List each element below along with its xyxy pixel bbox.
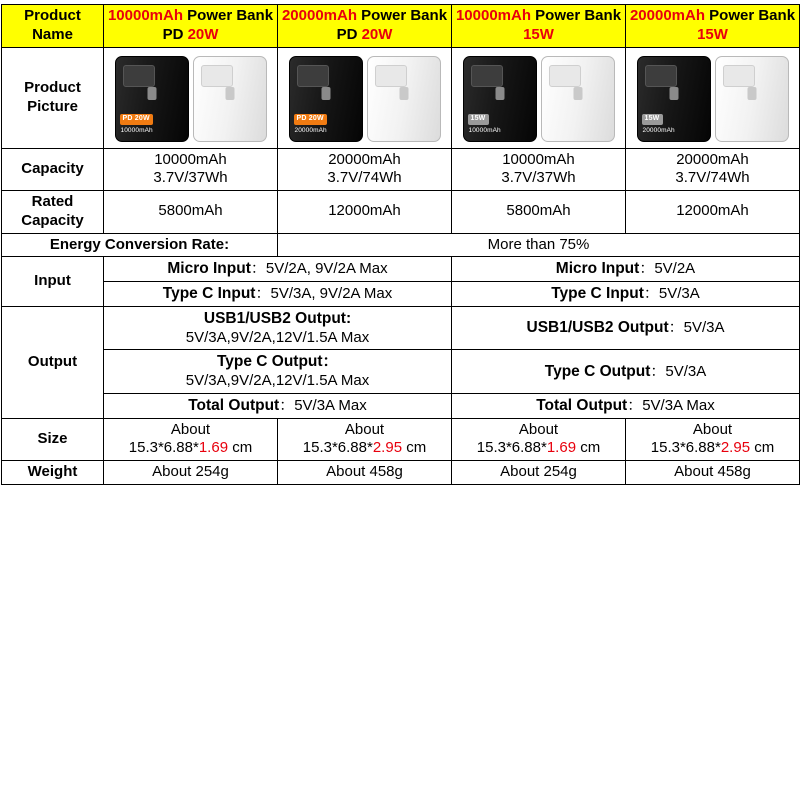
output-usb-pd-key: USB1/USB2 Output: [203, 309, 352, 327]
output-total-std-key: Total Output [536, 396, 628, 414]
input-typec-std-key: Type C Input [551, 285, 644, 302]
capacity-value-2: 20000mAh [328, 150, 401, 168]
size-cell-3 [452, 418, 626, 461]
capacity-value-1: 10000mAh [154, 150, 227, 168]
input-typec-std [452, 282, 800, 307]
brand-logo-icon [495, 87, 504, 100]
size-thickness-1: 1.69 [198, 439, 229, 457]
output-usb-std-val: ：5V/3A [668, 319, 725, 337]
header-col-3-watt: 15W [523, 25, 554, 43]
header-col-2-capacity: 20000mAh [281, 7, 357, 24]
capacity-print: 10000mAh [468, 127, 501, 135]
row-label-capacity: Capacity [2, 148, 104, 191]
display-screen-icon [375, 65, 407, 87]
header-col-2-watt: 20W [361, 25, 393, 43]
capacity-print: 10000mAh [120, 127, 153, 135]
row-label-weight: Weight [2, 461, 104, 485]
header-product-name [2, 5, 104, 48]
header-col-4-capacity: 20000mAh [629, 7, 705, 24]
header-col-1-name: Power Bank PD [162, 7, 274, 43]
power-badge: 15W [642, 114, 663, 125]
capacity-cell-4 [626, 148, 800, 191]
output-usb-pd-val: 5V/3A,9V/2A,12V/1.5A Max [185, 328, 370, 346]
input-typec-pd-key: Type C Input [162, 285, 256, 302]
size-unit-1: cm [228, 439, 253, 457]
row-label-energy-conversion: Energy Conversion Rate: [2, 233, 278, 257]
rated-capacity-cell-1: 5800mAh [104, 191, 278, 234]
product-image-cell-4 [626, 47, 800, 148]
power-bank-black-3 [463, 56, 537, 142]
size-thickness-4: 2.95 [720, 439, 751, 457]
output-typec-std-val: ：5V/3A [650, 362, 707, 380]
brand-logo-icon [399, 87, 408, 100]
header-col-3-name: Power Bank [535, 7, 622, 24]
input-typec-row [2, 282, 800, 307]
size-unit-3: cm [576, 439, 601, 457]
header-col-4-name: Power Bank [709, 7, 796, 24]
header-col-4-watt: 15W [697, 25, 728, 43]
size-dims-3: 15.3*6.88* [476, 439, 547, 457]
brand-logo-icon [225, 87, 234, 100]
size-about-4: About [692, 420, 733, 438]
display-screen-icon [471, 65, 503, 87]
product-image-cell-2 [278, 47, 452, 148]
input-micro-pd-key: Micro Input [167, 260, 251, 278]
header-col-3-capacity: 10000mAh [455, 7, 531, 24]
power-bank-white-4 [715, 56, 789, 142]
header-col-1 [104, 5, 278, 48]
output-typec-std-key: Type C Output [544, 362, 651, 380]
size-cell-1 [104, 418, 278, 461]
capacity-voltage-4: 3.7V/74Wh [675, 169, 750, 187]
output-usb-std-key: USB1/USB2 Output [526, 319, 669, 337]
capacity-row [2, 148, 800, 191]
weight-cell-4: About 458g [626, 461, 800, 485]
row-label-product-picture-line1: Product [24, 78, 81, 96]
output-total-pd [104, 393, 452, 418]
energy-conversion-row [2, 233, 800, 257]
product-image-group-1 [107, 54, 274, 142]
product-picture-row [2, 47, 800, 148]
size-dims-1: 15.3*6.88* [128, 439, 199, 457]
power-bank-black-1 [115, 56, 189, 142]
weight-cell-1: About 254g [104, 461, 278, 485]
capacity-cell-2 [278, 148, 452, 191]
size-dims-4: 15.3*6.88* [650, 439, 721, 457]
display-screen-icon [723, 65, 755, 87]
capacity-voltage-3: 3.7V/37Wh [501, 169, 576, 187]
capacity-value-4: 20000mAh [676, 150, 749, 168]
header-col-2-name: Power Bank PD [336, 7, 448, 43]
capacity-print: 20000mAh [294, 127, 327, 135]
size-unit-2: cm [402, 439, 427, 457]
capacity-cell-1 [104, 148, 278, 191]
input-micro-std [452, 257, 800, 282]
product-image-cell-1 [104, 47, 278, 148]
input-typec-pd-val: ：5V/3A, 9V/2A Max [255, 285, 393, 302]
power-badge: PD 20W [294, 114, 327, 125]
row-label-product-picture-line2: Picture [27, 97, 78, 115]
header-col-3 [452, 5, 626, 48]
output-usb-pd [104, 306, 452, 350]
size-cell-2 [278, 418, 452, 461]
rated-capacity-cell-2: 12000mAh [278, 191, 452, 234]
row-label-product-picture [2, 47, 104, 148]
output-total-pd-val: ：5V/3A Max [279, 396, 367, 414]
size-row [2, 418, 800, 461]
input-micro-pd [104, 257, 452, 282]
brand-logo-icon [669, 87, 678, 100]
header-product-name-line2: Name [32, 25, 73, 43]
power-badge: 15W [468, 114, 489, 125]
rated-capacity-row [2, 191, 800, 234]
product-image-group-4 [629, 54, 796, 142]
display-screen-icon [201, 65, 233, 87]
brand-logo-icon [321, 87, 330, 100]
row-label-rated-line2: Capacity [21, 211, 84, 229]
energy-conversion-value: More than 75% [278, 233, 800, 257]
capacity-value-3: 10000mAh [502, 150, 575, 168]
output-typec-pd-val: 5V/3A,9V/2A,12V/1.5A Max [185, 372, 370, 389]
power-badge: PD 20W [120, 114, 153, 125]
output-total-std-val: ：5V/3A Max [627, 396, 715, 414]
table-header-row [2, 5, 800, 48]
input-typec-pd [104, 282, 452, 307]
capacity-cell-3 [452, 148, 626, 191]
input-micro-std-val: ：5V/2A [639, 260, 696, 278]
size-thickness-2: 2.95 [372, 439, 403, 457]
brand-logo-icon [147, 87, 156, 100]
row-label-size: Size [2, 418, 104, 461]
display-screen-icon [123, 65, 155, 87]
row-label-rated-line1: Rated [31, 193, 74, 210]
output-total-row [2, 393, 800, 418]
weight-cell-2: About 458g [278, 461, 452, 485]
weight-cell-3: About 254g [452, 461, 626, 485]
header-col-2 [278, 5, 452, 48]
brand-logo-icon [573, 87, 582, 100]
header-product-name-line1: Product [24, 7, 81, 24]
output-total-pd-key: Total Output [188, 396, 280, 414]
output-typec-row [2, 350, 800, 394]
power-bank-white-2 [367, 56, 441, 142]
output-usb-std [452, 306, 800, 350]
power-bank-black-4 [637, 56, 711, 142]
input-micro-std-key: Micro Input [555, 260, 640, 278]
rated-capacity-cell-3: 5800mAh [452, 191, 626, 234]
row-label-input: Input [2, 257, 104, 307]
rated-capacity-cell-4: 12000mAh [626, 191, 800, 234]
capacity-voltage-2: 3.7V/74Wh [327, 169, 402, 187]
input-micro-pd-val: ：5V/2A, 9V/2A Max [250, 260, 388, 278]
product-image-group-2 [281, 54, 448, 142]
size-thickness-3: 1.69 [546, 439, 577, 457]
row-label-rated-capacity [2, 191, 104, 234]
display-screen-icon [645, 65, 677, 87]
header-col-1-watt: 20W [187, 25, 219, 43]
output-total-std [452, 393, 800, 418]
output-usb-row [2, 306, 800, 350]
product-image-group-3 [455, 54, 622, 142]
size-about-1: About [170, 420, 211, 438]
input-typec-std-val: ：5V/3A [643, 285, 700, 302]
product-spec-table [1, 4, 800, 485]
header-col-4 [626, 5, 800, 48]
power-bank-white-3 [541, 56, 615, 142]
size-about-3: About [518, 420, 559, 438]
size-dims-2: 15.3*6.88* [302, 439, 373, 457]
size-cell-4 [626, 418, 800, 461]
row-label-output: Output [2, 306, 104, 418]
product-image-cell-3 [452, 47, 626, 148]
capacity-voltage-1: 3.7V/37Wh [153, 169, 228, 187]
power-bank-black-2 [289, 56, 363, 142]
output-typec-std [452, 350, 800, 394]
display-screen-icon [297, 65, 329, 87]
power-bank-white-1 [193, 56, 267, 142]
input-micro-row [2, 257, 800, 282]
size-unit-4: cm [750, 439, 775, 457]
brand-logo-icon [747, 87, 756, 100]
output-typec-pd [104, 350, 452, 394]
output-typec-pd-key: Type C Output： [216, 353, 339, 371]
weight-row [2, 461, 800, 485]
header-col-1-capacity: 10000mAh [107, 7, 183, 24]
size-about-2: About [344, 420, 385, 438]
capacity-print: 20000mAh [642, 127, 675, 135]
display-screen-icon [549, 65, 581, 87]
